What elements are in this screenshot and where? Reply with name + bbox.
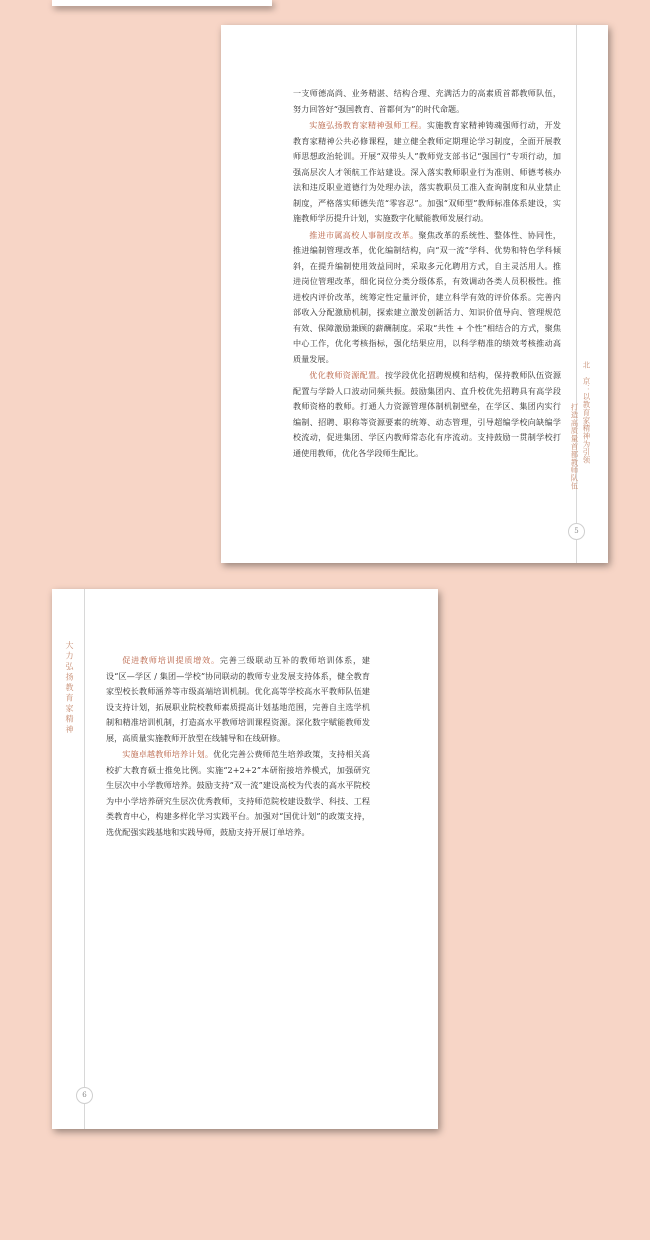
paragraph <box>293 228 561 368</box>
section-heading: 促进教师培训提质增效。 <box>122 655 220 665</box>
section-body: 实施教育家精神铸魂强师行动，开发教育家精神公共必修课程，建立健全教师定期理论学习制度，全面开展教师思想政治轮训。开展“双带头人”教师党支部书记“强国行”专项行动，加强高层次人才领航工作站建设。深入落实教师职业行为准则、师德考核办法和违反职业道德行为处理办法，落实教职员工准入查询制度和从业禁止制度，严格落实师德失范“零容忍”。加强“双师型”教师标准体系建设，实施教师学历提升计划，实施数字化赋能教师发展行动。 <box>293 120 562 223</box>
section-heading: 优化教师资源配置。 <box>309 370 385 380</box>
page-number: 6 <box>76 1087 93 1104</box>
book-page-5 <box>221 25 608 563</box>
paragraph <box>106 653 370 746</box>
paragraph <box>106 747 370 840</box>
section-heading: 推进市属高校人事制度改革。 <box>309 229 419 240</box>
paragraph <box>293 368 561 461</box>
margin-rule <box>84 589 85 1129</box>
section-body: 按学段优化招聘规模和结构，保持教师队伍资源配置与学龄人口波动同频共振。鼓励集团内、直升校优先招聘具有高学段教师资格的教师。打通人力资源管理体制机制壁垒，在学区、集团内实行编制、招聘、职称等资源要素的统筹、动态管理，引导超编学校向缺编学校流动，促进集团、学区内教师常态化有序流动。支持鼓励一贯制学校打通使用教师，优化各学段师生配比。 <box>293 370 561 458</box>
section-heading: 实施弘扬教育家精神强师工程。 <box>309 120 427 130</box>
lead-paragraph: 一支师德高尚、业务精湛、结构合理、充满活力的高素质首都教师队伍，努力回答好“强国教育、首都何为”的时代命题。 <box>293 88 561 114</box>
page-number: 5 <box>568 523 585 540</box>
section-body: 完善三级联动互补的教师培训体系，建设“区—学区 / 集团—学校”协同联动的教师专业发展支持体系，健全教育家型校长教师涵养等市级高端培训机制。优化高等学校高水平教师队伍建设支持计划，拓展职业院校教师素质提高计划基地范围，完善自主选学机制和精准培训机制，打造高水平教师培训课程资源。深化数字赋能教师发展，高质量实施教师开放型在线辅导和在线研修。 <box>106 655 370 743</box>
page-5-body <box>293 86 561 461</box>
running-subheader: 打造高质量首都教师队伍 <box>570 403 579 490</box>
previous-page-edge <box>52 0 272 6</box>
paragraph <box>293 118 561 227</box>
book-title-running: 大力弘扬教育家精神 <box>65 641 74 736</box>
section-heading: 实施卓越教师培养计划。 <box>122 749 214 759</box>
section-body: 优化完善公费师范生培养政策，支持相关高校扩大教育硕士推免比例。实施“2+2+2”本研衔接培养模式，加强研究生层次中小学教师培养。鼓励支持“双一流”建设高校为代表的高水平院校为中小学培养研究生层次优秀教师，支持师范院校建设数学、科技、工程类教育中心，构建多样化学习实践平台。加强对“国优计划”的政策支持，选优配强实践基地和实践导师，鼓励支持开展订单培养。 <box>106 749 370 837</box>
section-body: 聚焦改革的系统性、整体性、协同性，推进编制管理改革，优化编制结构，向“双一流”学科、优势和特色学科倾斜，在提升编制使用效益同时，采取多元化聘用方式，自主灵活用人。推进岗位管理改革，细化岗位分类分级体系，有效调动各类人员积极性。推进校内评价改革，统筹定性定量评价，建立科学有效的评价体系。完善内部收入分配激励机制，探索建立激发创新活力、知识价值导向、管理规范有效、保障激励兼顾的薪酬制度。采取“共性 + 个性”相结合的方式，聚焦中心工作，优化考核指标，强化结果应用，以科学精准的绩效考核推动高质量发展。 <box>293 229 561 364</box>
running-header: 北 京：以教育家精神为引领 <box>582 361 591 464</box>
book-page-6 <box>52 589 438 1129</box>
page-6-body <box>106 653 370 840</box>
